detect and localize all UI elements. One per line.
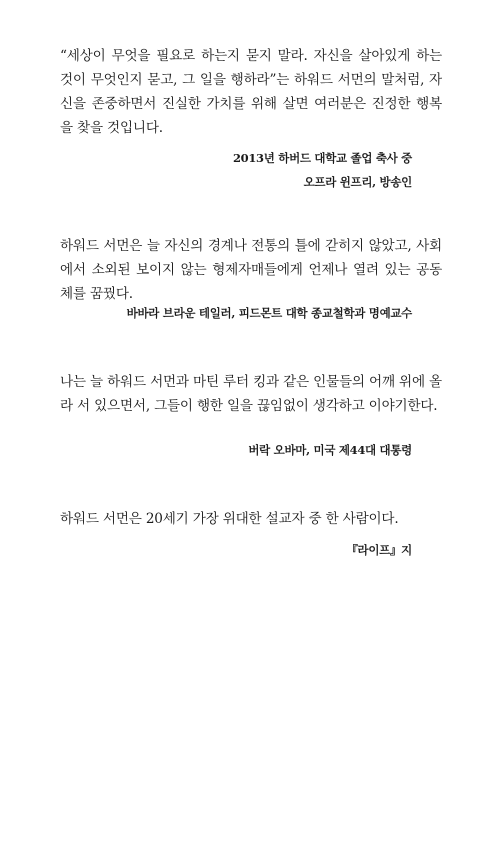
quote-obama: 나는 늘 하워드 서먼과 마틴 루터 킹과 같은 인물들의 어깨 위에 올라 서 있으면서, 그들이 행한 일을 끊임없이 생각하고 이야기한다. [60, 374, 442, 414]
quote-taylor: 하워드 서먼은 늘 자신의 경계나 전통의 틀에 갇히지 않았고, 사회에서 소외된 보이지 않는 형제자매들에게 언제나 열려 있는 공동체를 꿈꿨다. [60, 238, 442, 302]
quote-life-magazine: 하워드 서먼은 20세기 가장 위대한 설교자 중 한 사람이다. [60, 511, 399, 527]
attribution-life-magazine: 『라이프』지 [346, 543, 412, 557]
attribution-oprah-occasion: 2013년 하버드 대학교 졸업 축사 중 [232, 151, 412, 165]
attribution-obama: 버락 오바마, 미국 제44대 대통령 [248, 443, 412, 457]
quote-oprah: “세상이 무엇을 필요로 하는지 묻지 말라. 자신을 살아있게 하는 것이 무엇인지 묻고, 그 일을 행하라”는 하워드 서먼의 말처럼, 자신을 존중하면서 진실한 가치를 위해 살면 여러분은 진정한 행복을 찾을 것입니다. [60, 48, 442, 136]
attribution-oprah-name: 오프라 윈프리, 방송인 [303, 175, 412, 189]
attribution-taylor: 바바라 브라운 테일러, 피드몬트 대학 종교철학과 명예교수 [126, 306, 412, 320]
